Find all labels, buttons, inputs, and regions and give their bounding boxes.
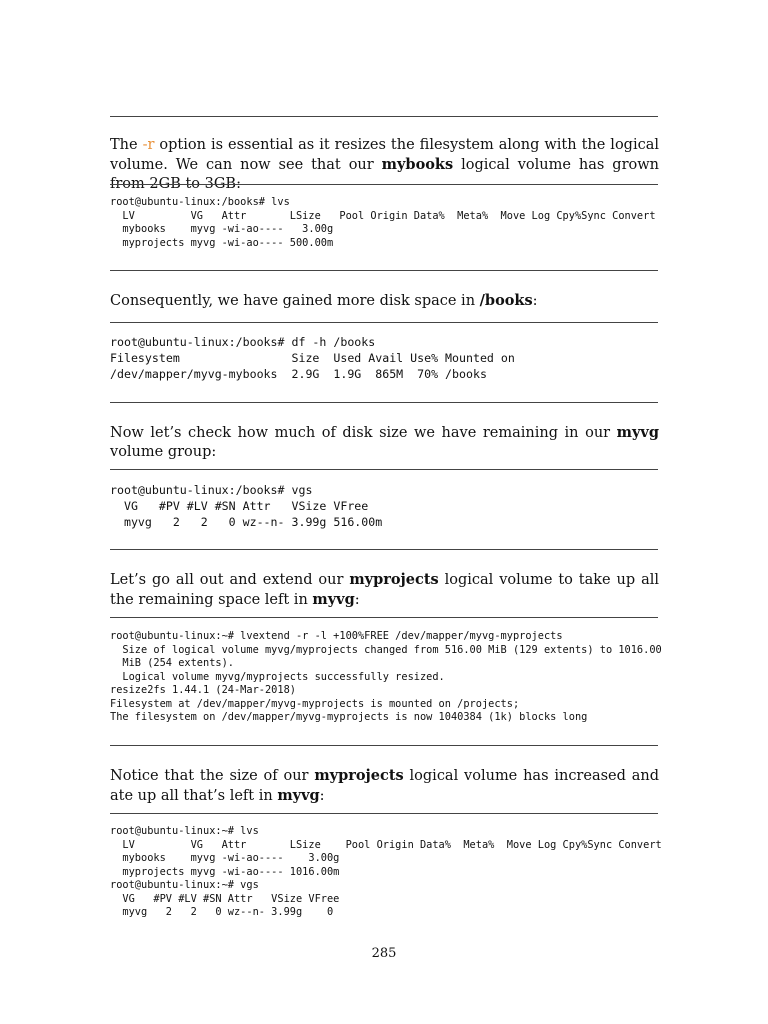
paragraph-disk-space xyxy=(110,291,659,311)
bold-term: mybooks xyxy=(381,156,454,173)
paragraph-remaining-size xyxy=(110,423,659,462)
text: Now let’s check how much of disk size we have remaining in our xyxy=(110,425,617,441)
paragraph-notice xyxy=(110,766,659,806)
text: logical volume has increased and ate up all that’s left in xyxy=(110,768,659,804)
divider xyxy=(110,813,658,814)
text: Consequently, we have gained more disk space in xyxy=(110,293,480,309)
bold-term: myvg xyxy=(277,787,320,804)
text: option is essential as it resizes the filesystem along with the logical volume. We can now see that our xyxy=(110,137,659,173)
text: : xyxy=(532,293,538,309)
code-block-df: root@ubuntu-linux:/books# df -h /books Filesystem Size Used Avail Use% Mounted on /dev/mapper/myvg-mybooks 2.9G 1.9G 865M 70% /books xyxy=(110,335,515,381)
text: Notice that the size of our xyxy=(110,768,315,784)
text: : xyxy=(319,788,325,804)
bold-term: myprojects xyxy=(349,571,439,588)
paragraph-resize-option xyxy=(110,136,659,194)
code-block-vgs: root@ubuntu-linux:/books# vgs VG #PV #LV #SN Attr VSize VFree myvg 2 2 0 wz--n- 3.99g 516.00m xyxy=(110,483,383,529)
divider xyxy=(110,402,658,403)
bold-term: /books xyxy=(479,292,533,309)
bold-term: myvg xyxy=(312,591,355,608)
text: Let’s go all out and extend our xyxy=(110,572,350,588)
divider xyxy=(110,469,658,470)
option-flag: -r xyxy=(142,137,155,153)
divider xyxy=(110,184,658,185)
divider xyxy=(110,745,658,746)
code-block-lvs: root@ubuntu-linux:/books# lvs LV VG Attr LSize Pool Origin Data% Meta% Move Log Cpy%Sync Convert mybooks myvg -wi-ao---- 3.00g myprojects myvg -wi-ao---- 500.00m xyxy=(110,196,656,249)
code-block-lvs-vgs: root@ubuntu-linux:~# lvs LV VG Attr LSize Pool Origin Data% Meta% Move Log Cpy%Sync Convert mybooks myvg -wi-ao---- 3.00g myprojects myvg -wi-ao---- 1016.00m root@ubuntu-linux:~# vgs VG #PV #LV #SN Attr VSize VFree myvg 2 2 0 wz--n- 3.99g 0 xyxy=(110,825,662,918)
text: : xyxy=(354,592,360,608)
code-block-lvextend: root@ubuntu-linux:~# lvextend -r -l +100%FREE /dev/mapper/myvg-myprojects Size of logical volume myvg/myprojects changed from 516.00 MiB (129 extents) to 1016.00 MiB (254 extents). Logical volume myvg/myprojects successfully resized. resize2fs 1.44.1 (24-Mar-2018) Filesystem at /dev/mapper/myvg-myprojects is mounted on /projects; The filesystem on /dev/mapper/myvg-myprojects is now 1040384 (1k) blocks long xyxy=(110,630,662,723)
text: logical volume has grown from 2GB to 3GB: xyxy=(110,157,659,192)
divider xyxy=(110,270,658,271)
divider xyxy=(110,549,658,550)
text: volume group: xyxy=(110,444,217,460)
divider xyxy=(110,617,658,618)
bold-term: myprojects xyxy=(314,767,404,784)
bold-term: myvg xyxy=(616,424,659,441)
page-number: 285 xyxy=(371,946,397,961)
paragraph-extend xyxy=(110,570,659,610)
divider xyxy=(110,322,658,323)
text: The xyxy=(110,137,143,153)
text: logical volume to take up all the remaining space left in xyxy=(110,572,659,608)
divider xyxy=(110,116,658,117)
